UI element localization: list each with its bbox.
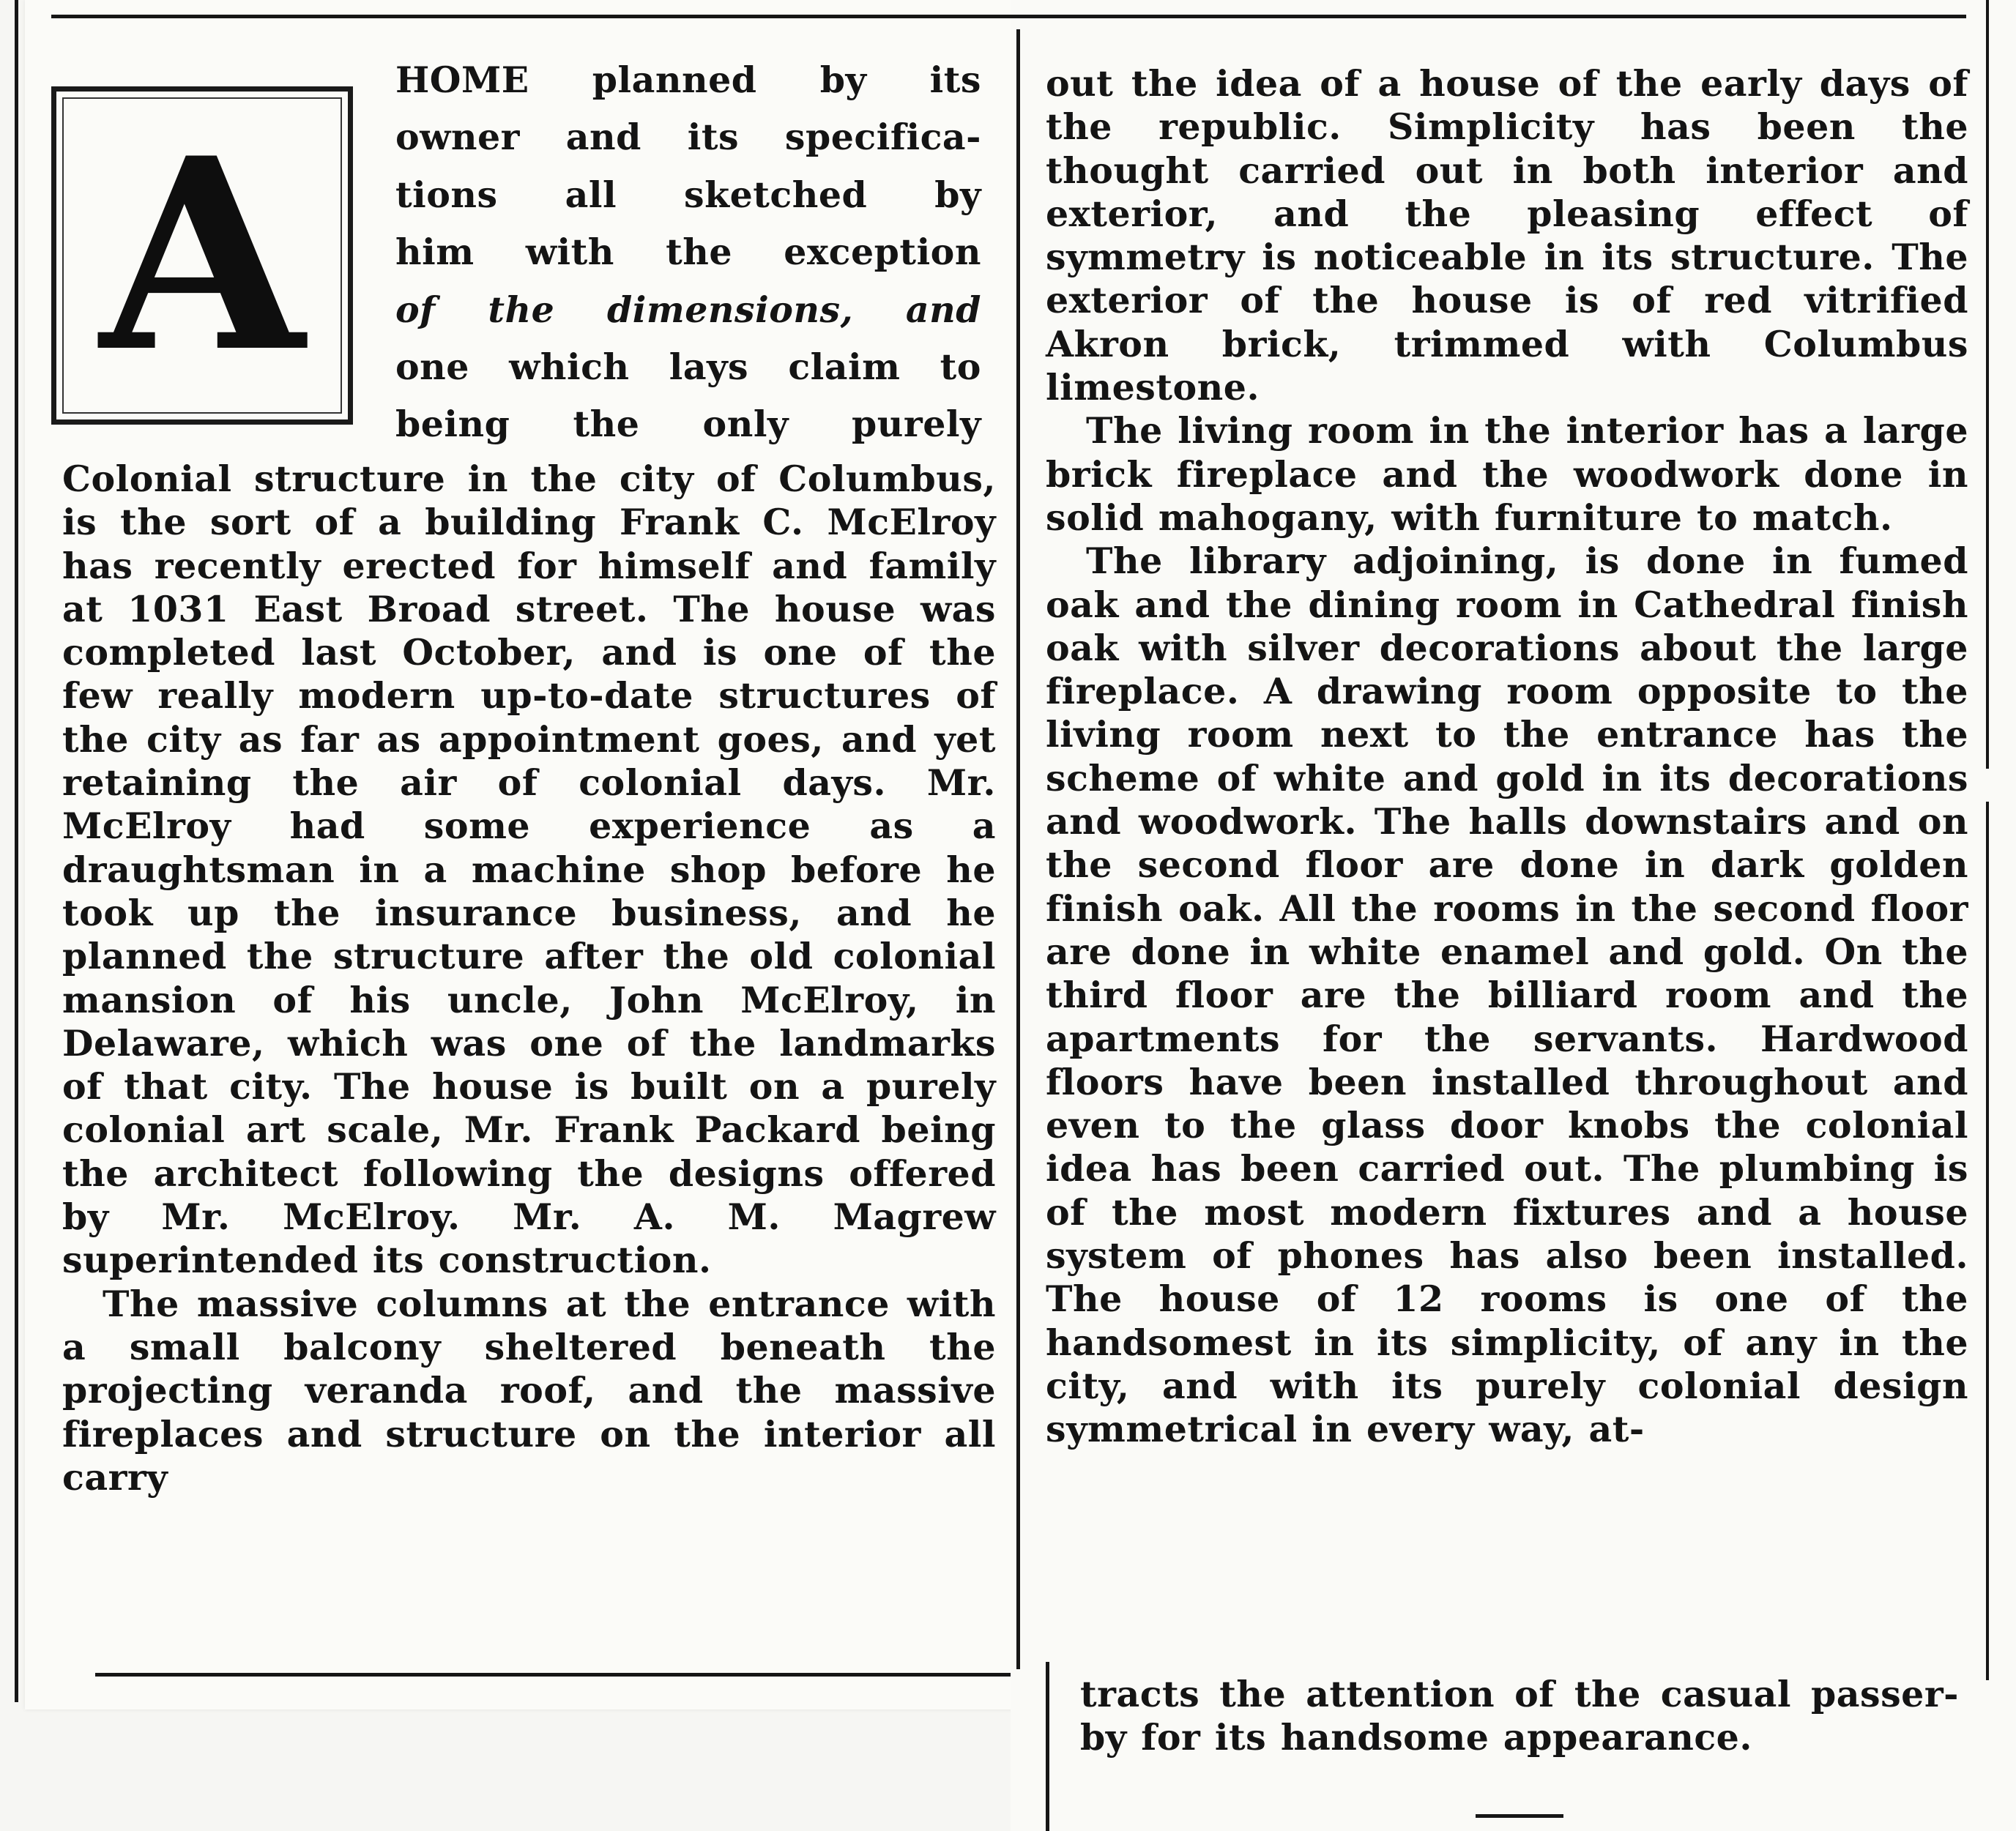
right-border-lower	[1986, 802, 1989, 1680]
lead-line: tions all sketched by	[395, 173, 981, 216]
paragraph: The library adjoining, is done in fumed oak and the dining room in Cathedral finish oak with silver decorations about the large fireplace. A drawing room opposite to the living room next to the entrance has the scheme of white and gold in its decorations and woodwork. The halls downstairs and on the second floor are done in dark golden finish oak. All the rooms in the second floor are done in white enamel and gold. On the third floor are the billiard room and the apartments for the servants. Hardwood floors have been installed throughout and even to the glass door knobs the colonial idea has been carried out. The plumbing is of the most modern fixtures and a house system of phones has also been installed. The house of 12 rooms is one of the handsomest in its simplicity, of any in the city, and with its purely colonial design symmetrical in every way, at-	[1046, 540, 1968, 1451]
lead-line: one which lays claim to	[395, 346, 981, 389]
paragraph: The massive columns at the entrance with a small balcony sheltered beneath the projecting veranda roof, and the massive fireplaces and structure on the interior all carry	[62, 1282, 996, 1499]
paragraph: out the idea of a house of the early days of the republic. Simplicity has been the thought carried out in both interior and exterior, and the pleasing effect of symmetry is noticeable in its structure. The exterior of the house is of red vitrified Akron brick, trimmed with Columbus limestone.	[1046, 62, 1968, 409]
lead-line: owner and its specifica-	[395, 116, 981, 159]
drop-cap-letter: A	[100, 100, 305, 410]
lead-line: him with the exception	[395, 231, 981, 274]
top-rule	[51, 15, 1966, 18]
column-divider	[1016, 29, 1020, 1669]
left-border	[15, 0, 18, 1702]
column-one-body	[62, 458, 996, 1499]
drop-cap-frame	[51, 86, 353, 425]
continuation-left-rule	[1046, 1662, 1049, 1831]
lead-paragraph	[395, 51, 981, 453]
paragraph: tracts the attention of the casual passer-by for its handsome appearance.	[1080, 1673, 1959, 1759]
continuation-dash	[1476, 1814, 1563, 1818]
lead-line: being the only purely	[395, 403, 981, 446]
lead-line: of the dimensions, and	[395, 288, 981, 331]
paragraph: The living room in the interior has a large brick fireplace and the woodwork done in solid mahogany, with furniture to match.	[1046, 409, 1968, 539]
continuation-text	[1080, 1673, 1959, 1760]
right-border	[1986, 0, 1989, 769]
lead-line: HOME planned by its	[395, 59, 981, 101]
paragraph: Colonial structure in the city of Columbus, is the sort of a building Frank C. McElroy has recently erected for himself and family at 1031 East Broad street. The house was completed last October, and is one of the few really modern up-to-date structures of the city as far as appointment goes, and yet retaining the air of colonial days. Mr. McElroy had some experience as a draughtsman in a machine shop before he took up the insurance business, and he planned the structure after the old colonial mansion of his uncle, John McElroy, in Delaware, which was one of the landmarks of that city. The house is built on a purely colonial art scale, Mr. Frank Packard being the architect following the designs offered by Mr. McElroy. Mr. A. M. Magrew superintended its construction.	[62, 458, 996, 1282]
bottom-rule	[95, 1673, 1011, 1677]
column-two-body	[1046, 62, 1968, 1452]
